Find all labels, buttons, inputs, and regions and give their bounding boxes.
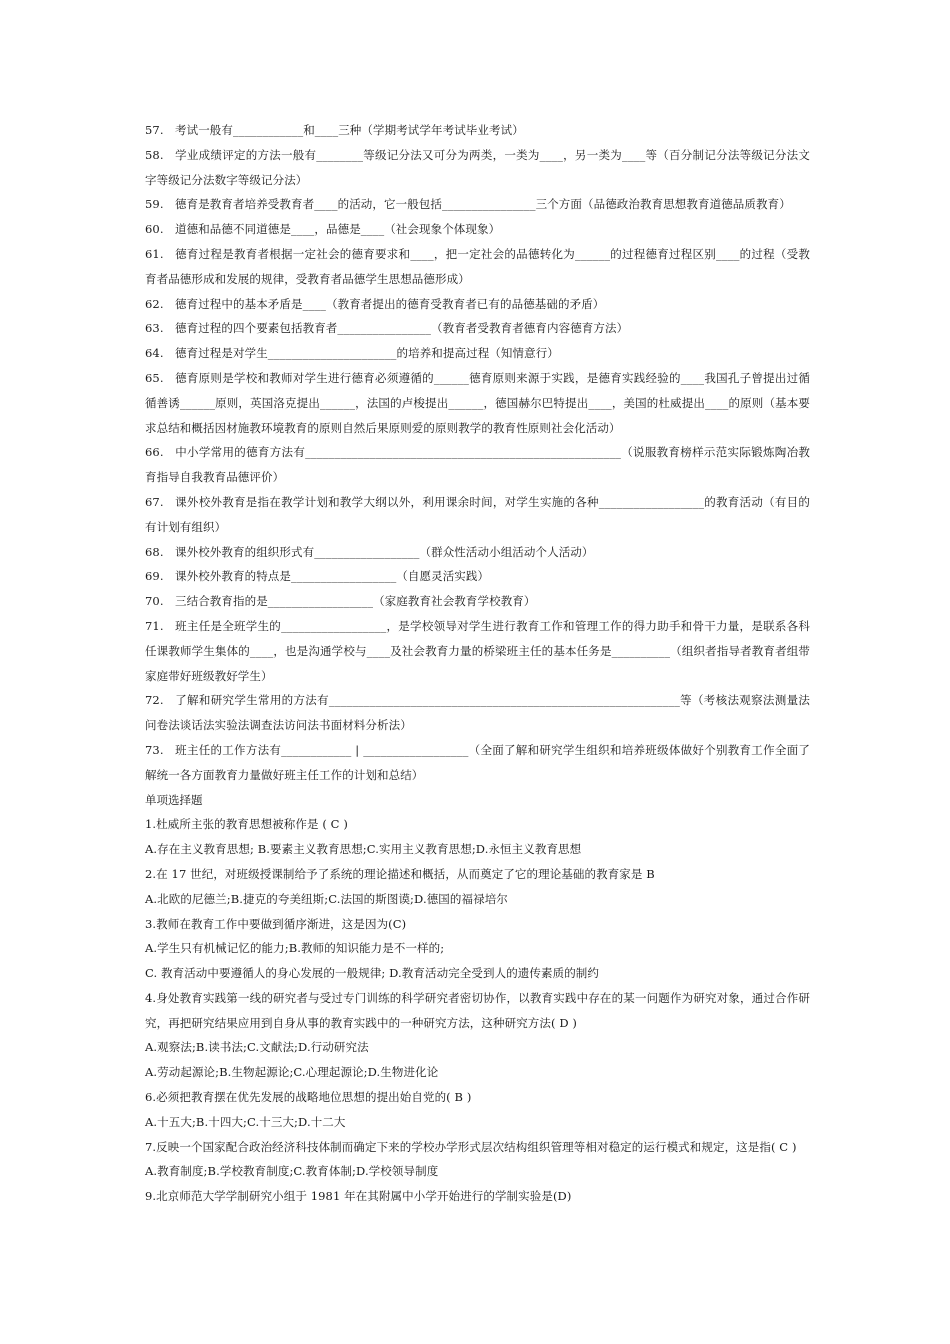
choice-line: A.北欧的尼德兰;B.捷克的夸美纽斯;C.法国的斯图谟;D.德国的福禄培尔: [145, 891, 508, 906]
choice-line: 6.必须把教育摆在优先发展的战略地位思想的提出始自党的( B ): [145, 1090, 472, 1105]
choice-line: 1.杜威所主张的教育思想被称作是 ( C ): [145, 817, 348, 832]
question-number: 73.: [145, 742, 164, 757]
choice-line: 3.教师在教育工作中要做到循序渐进，这是因为(C): [145, 916, 407, 931]
question-text: 了解和研究学生常用的方法有____________________________________________________________等（考核法观察法测量法问卷法谈话法实验法调查法访问法书面材料分析法）: [145, 693, 810, 733]
choice-line: C. 教育活动中要遵循人的身心发展的一般规律; D.教育活动完全受到人的遗传素质的制约: [145, 966, 599, 981]
fill-in-questions: [145, 118, 810, 788]
fill-question-item: [145, 366, 810, 440]
question-number: 69.: [145, 569, 164, 584]
question-text: 德育过程中的基本矛盾是____（教育者提出的德育受教育者已有的品德基础的矛盾）: [175, 296, 605, 311]
fill-question-item: [145, 589, 810, 614]
choice-line: A.存在主义教育思想; B.要素主义教育思想;C.实用主义教育思想;D.永恒主义教育思想: [145, 842, 582, 857]
question-number: 57.: [145, 123, 164, 137]
question-number: 65.: [145, 370, 164, 385]
choice-line: 7.反映一个国家配合政治经济科技体制而确定下来的学校办学形式层次结构组织管理等相对稳定的运行模式和规定，这是指( C ): [145, 1139, 797, 1154]
choice-line: 2.在 17 世纪，对班级授课制给予了系统的理论描述和概括，从而奠定了它的理论基础的教育家是 B: [145, 866, 655, 881]
fill-question-item: [145, 738, 810, 788]
question-number: 62.: [145, 296, 164, 311]
question-number: 71.: [145, 618, 164, 633]
fill-question-item: [145, 564, 810, 589]
choice-line: A.观察法;B.读书法;C.文献法;D.行动研究法: [145, 1040, 369, 1055]
question-number: 67.: [145, 494, 164, 509]
question-number: 68.: [145, 544, 164, 559]
question-text: 德育原则是学校和教师对学生进行德育必须遵循的______德育原则来源于实践，是德育实践经验的____我国孔子曾提出过循循善诱______原则，英国洛克提出______，法国的卢梭提出______，德国赫尔巴特提出____，美国的杜威提出____的原则（基本要求总结和概括因材施教环境教育的原则自然后果原则爱的原则教学的教育性原则社会化活动）: [145, 370, 810, 435]
question-text: 中小学常用的德育方法有______________________________________________________（说服教育榜样示范实际锻炼陶冶教育指导自我教育品德评价）: [145, 445, 810, 485]
choice-line: A.教育制度;B.学校教育制度;C.教育体制;D.学校领导制度: [145, 1164, 439, 1179]
fill-question-item: [145, 143, 810, 193]
choice-line: 9.北京师范大学学制研究小组于 1981 年在其附属中小学开始进行的学制实验是(D): [145, 1189, 572, 1204]
question-number: 60.: [145, 222, 164, 237]
fill-question-item: [145, 540, 810, 565]
fill-question-item: [145, 217, 810, 242]
question-text: 德育是教育者培养受教育者____的活动，它一般包括________________三个方面（品德政治教育思想教育道德品质教育）: [175, 197, 791, 212]
fill-question-item: [145, 490, 810, 540]
question-text: 课外校外教育的组织形式有__________________（群众性活动小组活动个人活动）: [175, 544, 594, 559]
question-text: 道德和品德不同道德是____，品德是____（社会现象个体现象）: [175, 222, 501, 237]
choice-line: A.劳动起源论;B.生物起源论;C.心理起源论;D.生物进化论: [145, 1065, 439, 1080]
question-text: 三结合教育指的是__________________（家庭教育社会教育学校教育）: [175, 594, 536, 609]
choice-line: A.十五大;B.十四大;C.十三大;D.十二大: [145, 1114, 346, 1129]
question-number: 70.: [145, 594, 164, 609]
section-heading: 单项选择题: [145, 792, 203, 807]
question-number: 58.: [145, 147, 164, 162]
question-number: 66.: [145, 445, 164, 460]
question-text: 学业成绩评定的方法一般有________等级记分法又可分为两类，一类为____，另一类为____等（百分制记分法等级记分法文字等级记分法数字等级记分法）: [145, 147, 810, 187]
choice-line: A.学生只有机械记忆的能力;B.教师的知识能力是不一样的;: [145, 941, 445, 956]
question-number: 64.: [145, 346, 164, 361]
fill-question-item: [145, 440, 810, 490]
question-number: 63.: [145, 321, 164, 336]
fill-question-item: [145, 688, 810, 738]
fill-question-item: [145, 242, 810, 292]
question-text: 德育过程的四个要素包括教育者________________（教育者受教育者德育内容德育方法）: [175, 321, 629, 336]
multiple-choice-questions: [145, 812, 810, 1209]
question-text: 德育过程是对学生______________________的培养和提高过程（知情意行）: [175, 346, 559, 361]
fill-question-item: [145, 292, 810, 317]
document-body: [145, 118, 810, 1209]
fill-question-item: [145, 316, 810, 341]
question-text: 课外校外教育的特点是__________________（自愿灵活实践）: [175, 569, 490, 584]
fill-question-item: [145, 118, 810, 143]
question-text: 考试一般有____________和____三种（学期考试学年考试毕业考试）: [175, 123, 524, 137]
fill-question-item: [145, 614, 810, 688]
question-number: 59.: [145, 197, 164, 212]
question-text: 德育过程是教育者根据一定社会的德育要求和____，把一定社会的品德转化为______的过程德育过程区别____的过程（受教育者品德形成和发展的规律，受教育者品德学生思想品德形成）: [145, 246, 810, 286]
fill-question-item: [145, 192, 810, 217]
question-number: 61.: [145, 246, 164, 261]
question-number: 72.: [145, 693, 164, 708]
question-text: 班主任是全班学生的__________________，是学校领导对学生进行教育工作和管理工作的得力助手和骨干力量，是联系各科任课教师学生集体的____，也是沟通学校与____及社会教育力量的桥梁班主任的基本任务是__________（组织者指导者教育者组带家庭带好班级教好学生）: [145, 618, 810, 683]
fill-question-item: [145, 341, 810, 366]
question-text: 课外校外教育是指在教学计划和教学大纲以外，利用课余时间，对学生实施的各种__________________的教育活动（有目的有计划有组织）: [145, 494, 810, 534]
choice-line: 4.身处教育实践第一线的研究者与受过专门训练的科学研究者密切协作，以教育实践中存在的某一问题作为研究对象，通过合作研究，再把研究结果应用到自身从事的教育实践中的一种研究方法，这种研究方法( D ): [145, 990, 810, 1030]
question-text: 班主任的工作方法有____________ | __________________（全面了解和研究学生组织和培养班级体做好个别教育工作全面了解统一各方面教育力量做好班主任工作的计划和总结）: [145, 742, 810, 782]
